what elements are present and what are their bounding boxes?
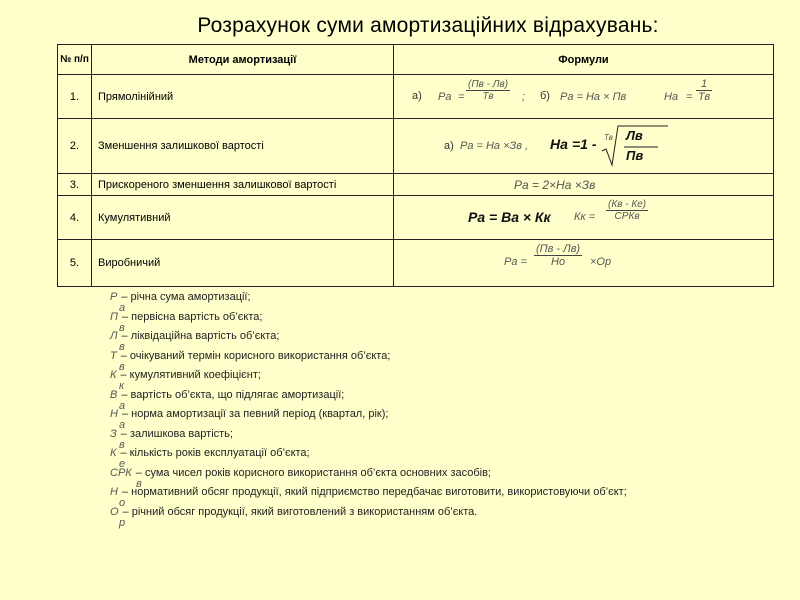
formula-expr: Pа = 2×На ×Зв [514, 178, 596, 192]
legend-subscript: о [119, 497, 126, 509]
formula-eq1: =1 - [572, 136, 597, 152]
row-number: 4. [58, 196, 92, 240]
row-number: 1. [58, 75, 92, 119]
fraction-denominator: Тв [698, 91, 711, 103]
fraction-numerator: (Пв - Лв) [536, 243, 581, 255]
formula-cell: а) Pа = (Пв - Лв) Тв ; б) Pа = На × Пв На = 1 Тв [394, 75, 774, 119]
legend-text: – очікуваний термін корисного використання об’єкта; [120, 349, 391, 362]
formula-cell [394, 196, 774, 240]
fraction-denominator: Тв [482, 91, 494, 102]
fraction-kk [606, 199, 648, 222]
label-a: а) [444, 140, 454, 152]
formula-pa: Pа [438, 91, 452, 103]
header-num: № п/п [58, 45, 92, 75]
legend-text: – річна сума амортизації; [121, 291, 251, 303]
legend-symbol: К [110, 369, 117, 381]
legend-item [110, 464, 627, 490]
legend-item [110, 386, 627, 412]
formula-cell [394, 119, 774, 174]
formula-ha: На [664, 91, 679, 103]
legend-item [110, 347, 627, 373]
legend-text: – сума чисел років корисного використання об’єкта основних засобів; [135, 466, 491, 479]
row-number: 5. [58, 240, 92, 287]
row-number: 2. [58, 119, 92, 174]
legend-subscript: а [119, 302, 126, 314]
formula-cell [394, 240, 774, 287]
formula-lhs: Pа = На ×Зв , [460, 140, 529, 152]
header-method: Методи амортизації [92, 45, 394, 75]
legend-text: – кумулятивний коефіцієнт; [120, 369, 261, 381]
row-number: 3. [58, 174, 92, 196]
legend-item [110, 444, 627, 470]
label-b: б) [540, 90, 550, 102]
legend-symbol: О [110, 505, 119, 518]
formula-pa: Pа = [504, 256, 527, 268]
fraction-numerator: (Пв - Лв) [468, 79, 509, 90]
fraction-denominator: Но [551, 256, 566, 268]
legend-symbol: Н [110, 408, 118, 420]
page-title: Розрахунок суми амортизаційних відрахувань: [197, 14, 659, 37]
legend-item [110, 405, 627, 431]
legend-symbol: Т [110, 349, 117, 362]
legend-text: – норма амортизації за певний період (квартал, рік); [121, 408, 389, 420]
label-a: а) [412, 90, 422, 102]
root-numerator: Лв [626, 128, 643, 143]
legend-text: – ліквідаційна вартість об’єкта; [121, 330, 280, 342]
table-row [58, 174, 774, 196]
formula-ha-bold: На [550, 136, 568, 152]
method-name: Прискореного зменшення залишкової вартості [92, 174, 394, 196]
legend-subscript: а [119, 399, 126, 412]
root-denominator: Пв [626, 148, 644, 163]
legend-subscript: е [119, 458, 126, 470]
fraction-denominator: СРКв [614, 211, 640, 222]
fraction-numerator: (Кв - Ке) [608, 199, 647, 210]
legend-text: – залишкова вартість; [120, 427, 233, 440]
table-row [58, 119, 774, 174]
amortization-table [57, 44, 774, 287]
formula-sep: ; [522, 91, 526, 103]
table-row [58, 75, 774, 119]
legend-symbol: Л [110, 330, 118, 342]
legend-item [110, 308, 627, 334]
legend-item [110, 483, 627, 509]
table-row [58, 240, 774, 287]
legend-symbol: Н [110, 486, 118, 498]
method-name: Зменшення залишкової вартості [92, 119, 394, 174]
legend-subscript: а [119, 419, 126, 431]
fraction-1 [466, 79, 510, 102]
fraction-5 [534, 243, 582, 268]
legend-subscript: к [119, 380, 125, 392]
legend-text: – первісна вартість об’єкта; [121, 310, 263, 323]
legend-item [110, 366, 627, 392]
formula-cell [394, 174, 774, 196]
legend-text: – кількість років експлуатації об’єкта; [120, 447, 310, 459]
legend-text: – вартість об’єкта, що підлягає амортизації; [121, 388, 345, 401]
legend-subscript: в [119, 321, 125, 334]
formula-pa-2: Pа = На × Пв [560, 91, 627, 103]
root-index: Тв [604, 133, 613, 142]
legend-subscript: в [136, 477, 142, 490]
legend-subscript: в [119, 360, 125, 373]
formula-eq: = [458, 91, 465, 103]
legend-symbol: З [110, 427, 117, 440]
legend-symbol: П [110, 310, 118, 323]
legend-symbol: СРК [110, 466, 132, 479]
header-formula: Формули [394, 45, 774, 75]
method-name: Виробничий [92, 240, 394, 287]
legend-subscript: в [119, 438, 125, 451]
method-name: Прямолінійний [92, 75, 394, 119]
legend-symbol: К [110, 447, 117, 459]
formula-kk: Кк = [574, 211, 596, 223]
legend-item [110, 425, 627, 451]
formula-lhs: Pа = Вa × Кк [468, 209, 551, 225]
legend-item [110, 503, 627, 529]
legend-symbol: Р [110, 291, 118, 303]
fraction-2 [696, 78, 712, 103]
table-row [58, 196, 774, 240]
legend-text: – нормативний обсяг продукції, який підприємство передбачає виготовити, використовуючи об’єкт; [121, 486, 627, 498]
legend-text: – річний обсяг продукції, який виготовлений з використанням об’єкта. [122, 505, 478, 518]
formula-tail: ×Ор [590, 256, 612, 268]
legend-subscript: в [119, 341, 125, 353]
legend-subscript: р [119, 516, 126, 529]
legend-symbol: В [110, 388, 118, 401]
legend-item [110, 327, 627, 353]
fraction-numerator: 1 [696, 78, 712, 91]
method-name: Кумулятивний [92, 196, 394, 240]
variables-legend [110, 288, 627, 529]
legend-item [110, 288, 627, 314]
table-header-row [58, 45, 774, 75]
